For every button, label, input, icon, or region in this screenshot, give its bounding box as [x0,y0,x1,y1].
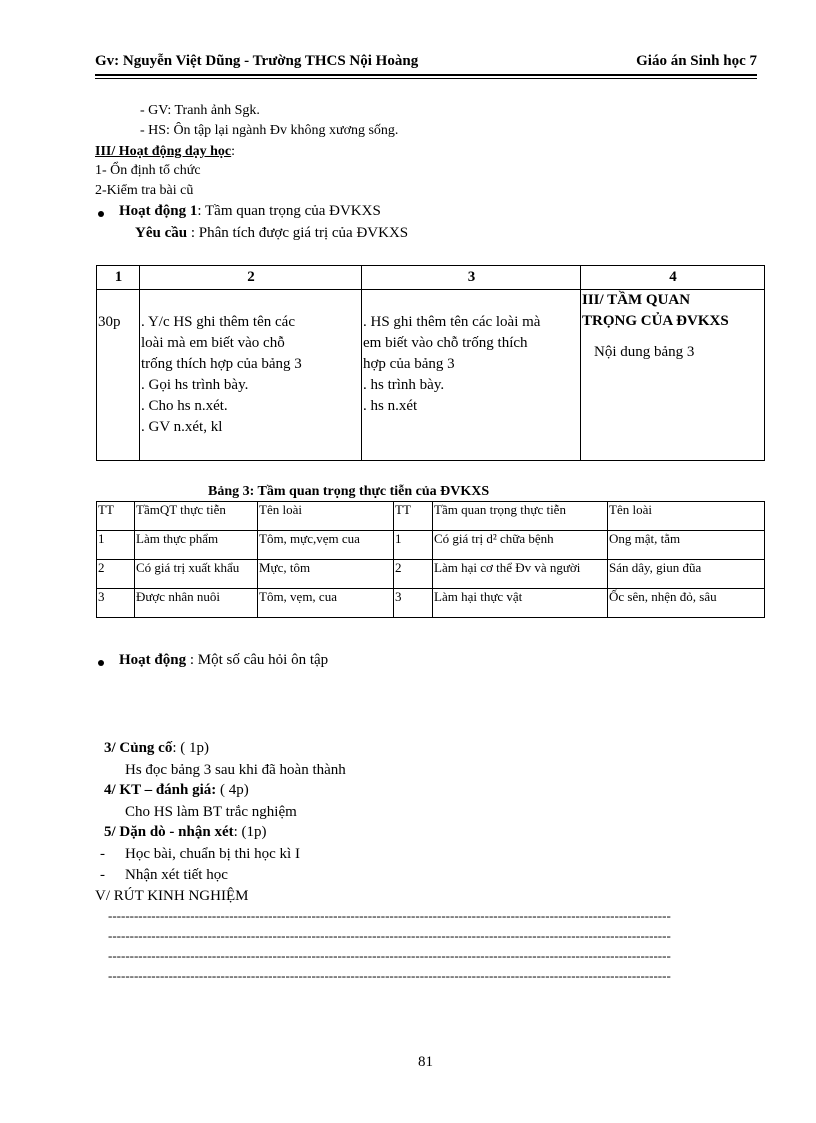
header-rule-thin [95,78,757,79]
time-value: 30p [98,314,121,330]
header-left: Gv: Nguyễn Việt Dũng - Trường THCS Nội Hoàng [95,53,419,69]
experience-line: ---------------------------------------------------------------------------------------------------------------------------------- [108,968,671,983]
table-cell: Mực, tôm [258,560,394,589]
time-cell [97,290,140,461]
assessment-time: ( 4p) [216,782,249,798]
table-cell: Có giá trị d² chữa bệnh [433,531,608,560]
experience-title: V/ RÚT KINH NGHIỆM [95,888,249,904]
student-cell [362,290,581,461]
content-cell [581,290,765,461]
table-cell: 2 [394,560,433,589]
consolidation-text: Hs đọc bảng 3 sau khi đã hoàn thành [125,762,346,778]
table-cell: 1 [394,531,433,560]
teacher-line: . Cho hs n.xét. [141,398,228,414]
table-row [97,531,765,560]
section3-title: III/ Hoạt động dạy học [95,144,232,159]
activity1-requirement [135,225,408,242]
table2-caption: Bảng 3: Tầm quan trọng thực tiễn của ĐVKXS [208,484,490,499]
student-line: . HS ghi thêm tên các loài mà [363,314,541,330]
prep-hs: - HS: Ôn tập lại ngành Đv không xương sống. [140,123,399,138]
table-cell: Ốc sên, nhện đỏ, sâu [608,589,765,618]
student-line: em biết vào chỗ trống thích [363,335,528,351]
teacher-cell [140,290,362,461]
student-line: hợp của bảng 3 [363,356,455,372]
activity-table [96,265,765,461]
activity-table-body [97,290,765,461]
table-cell: Làm thực phẩm [135,531,258,560]
activity-table-header [97,266,765,290]
student-line: . hs n.xét [363,398,418,414]
homework-dash: - [100,867,105,883]
teacher-line: . Gọi hs trình bày. [141,377,249,393]
section3-heading [95,144,235,160]
table-cell: Được nhân nuôi [135,589,258,618]
content-title-2: TRỌNG CỦA ĐVKXS [582,313,729,329]
experience-line: ---------------------------------------------------------------------------------------------------------------------------------- [108,948,671,963]
table-cell: Sán dây, giun đũa [608,560,765,589]
homework-time: : (1p) [233,824,267,840]
header-right: Giáo án Sinh học 7 [636,53,757,69]
activity2-label: Hoạt động [119,652,187,668]
experience-line: ---------------------------------------------------------------------------------------------------------------------------------- [108,908,671,923]
assessment-heading [104,782,249,799]
activity2-text: : Một số câu hỏi ôn tập [186,652,329,668]
col-header-3: 3 [362,266,581,290]
consolidation-time: : ( 1p) [172,740,210,756]
homework-item: Nhận xét tiết học [125,867,228,883]
activity1-label: Hoạt động 1 [119,203,198,219]
teacher-line: . Y/c HS ghi thêm tên các [141,314,295,330]
table-cell: Làm hại thực vật [433,589,608,618]
header-cell: TầmQT thực tiễn [135,502,258,531]
step-1: 1- Ổn định tổ chức [95,163,201,178]
table-cell: Tôm, mực,vẹm cua [258,531,394,560]
header-cell: Tên loài [258,502,394,531]
homework-heading [104,824,267,841]
table-cell: Làm hại cơ thể Đv và người [433,560,608,589]
experience-line: ---------------------------------------------------------------------------------------------------------------------------------- [108,928,671,943]
header-cell: Tầm quan trọng thực tiễn [433,502,608,531]
table-cell: Tôm, vẹm, cua [258,589,394,618]
section3-colon: : [231,144,236,159]
importance-table-header [97,502,765,531]
page-number: 81 [418,1054,433,1070]
teacher-line: loài mà em biết vào chỗ [141,335,285,351]
table-cell: 2 [97,560,135,589]
assessment-text: Cho HS làm BT trắc nghiệm [125,804,297,820]
teacher-line: . GV n.xét, kl [141,419,223,435]
prep-gv: - GV: Tranh ảnh Sgk. [140,103,260,118]
content-title-1: III/ TẦM QUAN [582,292,691,308]
assessment-label: 4/ KT – đánh giá: [104,782,217,798]
consolidation-heading [104,740,209,757]
student-line: . hs trình bày. [363,377,445,393]
header-cell: Tên loài [608,502,765,531]
table-cell: 3 [97,589,135,618]
bullet-icon [98,211,104,217]
homework-dash: - [100,846,105,862]
table-cell: 3 [394,589,433,618]
table-row [97,589,765,618]
table-cell: 1 [97,531,135,560]
content-text: Nội dung bảng 3 [594,344,695,360]
table-cell: Ong mật, tằm [608,531,765,560]
header-cell: TT [97,502,135,531]
step-2: 2-Kiểm tra bài cũ [95,183,194,198]
teacher-line: trống thích hợp của bảng 3 [141,356,302,372]
consolidation-label: 3/ Củng cố [104,740,173,756]
activity1-text: : Tầm quan trọng của ĐVKXS [197,203,381,219]
col-header-1: 1 [97,266,140,290]
requirement-text: : Phân tích được giá trị của ĐVKXS [187,225,409,241]
col-header-4: 4 [581,266,765,290]
table-cell: Có giá trị xuất khẩu [135,560,258,589]
header-rule-thick [95,74,757,76]
activity1-line [119,203,381,220]
table-row [97,560,765,589]
requirement-label: Yêu cầu [135,225,188,241]
homework-item: Học bài, chuẩn bị thi học kì I [125,846,300,862]
col-header-2: 2 [140,266,362,290]
activity2-line [119,652,328,669]
importance-table [96,501,765,618]
header-cell: TT [394,502,433,531]
bullet-icon [98,660,104,666]
homework-label: 5/ Dặn dò - nhận xét [104,824,234,840]
